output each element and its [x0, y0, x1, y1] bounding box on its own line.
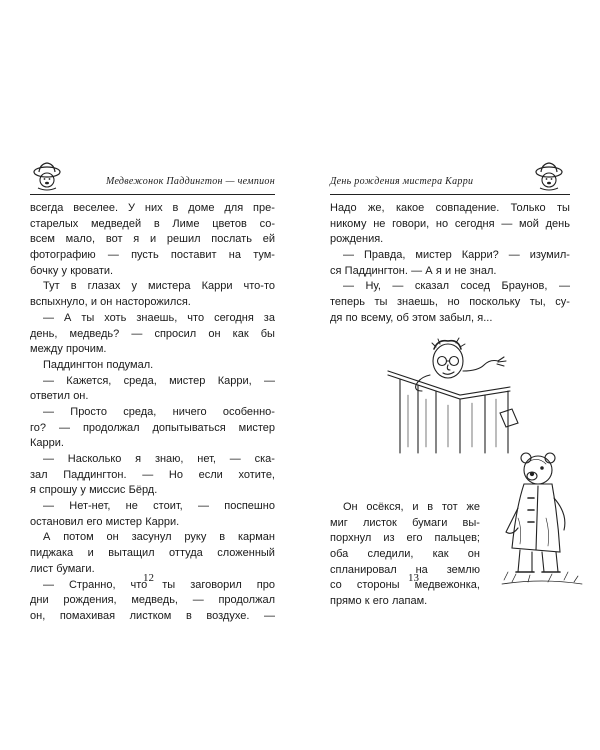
text-line: Карри. [30, 437, 64, 450]
text-line: — Правда, мистер Карри? — изумил- [343, 249, 570, 262]
text-line: — Странно, что ты заговорил про [43, 578, 275, 591]
text-line: Он осёкся, и в тот же [343, 501, 480, 513]
text-line: бочку у кровати. [30, 264, 114, 277]
text-line: — Ну, — сказал сосед Браунов, — [343, 280, 570, 293]
paddington-head-icon [532, 160, 566, 192]
text-line: лист бумаги. [30, 562, 95, 575]
text-line: я спрошу у миссис Бёрд. [30, 484, 158, 497]
text-line: оба следили, как он [330, 548, 480, 561]
right-page [300, 0, 600, 750]
text-line: прямо к его лапам. [330, 595, 428, 608]
text-line: Надо же, какое совпадение. Только ты [330, 202, 570, 214]
body-text [30, 201, 275, 625]
text-line: никому не говори, но сегодня — мой день [330, 217, 570, 230]
text-line: ответил он. [30, 390, 89, 403]
text-line: — Кажется, среда, мистер Карри, — [43, 374, 275, 387]
text-line: — Просто среда, ничего особенно- [43, 405, 275, 418]
text-line: Тут в глазах у мистера Карри что-то [43, 280, 275, 293]
text-line: он, помахивая листком в воздухе. — [30, 609, 275, 622]
text-line: со стороны медвежонка, [330, 579, 480, 592]
text-line: миг листок бумаги вы- [330, 516, 480, 529]
text-line: зал Паддингтон. — Но если хотите, [30, 468, 275, 481]
page-number: 13 [408, 572, 419, 584]
text-line: всем мало, вот я и решил послать ей [30, 233, 275, 246]
text-line: пиджака и вытащил оттуда сложенный [30, 547, 275, 560]
page-number: 12 [143, 572, 154, 584]
text-line: рождения. [330, 233, 384, 246]
text-line: А потом он засунул руку в карман [43, 531, 275, 544]
text-line: дя по всему, об этом забыл, я... [330, 311, 493, 324]
text-line: день, медведь? — спросил он как бы [30, 327, 275, 340]
text-line: фотографию — пусть поставит на тум- [30, 249, 275, 262]
text-line: дни рождения, медведь, — продолжал [30, 594, 275, 607]
text-line: вспыхнуло, и он насторожился. [30, 296, 191, 309]
running-head: Медвежонок Паддингтон — чемпион [105, 176, 275, 187]
text-line: порхнул из его пальцев; [330, 532, 480, 545]
text-line: го? — продолжал допытываться мистер [30, 421, 275, 434]
text-line: между прочим. [30, 343, 107, 356]
text-line: всегда веселее. У них в доме для пре- [30, 202, 275, 214]
text-line: спланировал на землю [330, 563, 480, 576]
text-line: старелых медведей в Лиме цветов со- [30, 217, 275, 230]
text-line: ся Паддингтон. — А я и не знал. [330, 264, 497, 277]
text-line: Паддингтон подумал. [43, 358, 154, 371]
running-head: День рождения мистера Карри [330, 176, 474, 187]
header-rule [30, 194, 275, 195]
text-line: — Нет-нет, не стоит, — поспешно [43, 500, 275, 513]
mr-curry-illustration [360, 335, 535, 455]
text-line: остановил его мистер Карри. [30, 515, 180, 528]
body-text [330, 201, 570, 327]
header-rule [330, 194, 570, 195]
text-line: — А ты хоть знаешь, что сегодня за [43, 311, 275, 324]
paddington-bear-illustration [498, 448, 586, 588]
body-text-lower [330, 500, 480, 610]
text-line: — Насколько я знаю, нет, — ска- [43, 453, 275, 465]
text-line: теперь ты знаешь, но поскольку ты, су- [330, 296, 570, 309]
